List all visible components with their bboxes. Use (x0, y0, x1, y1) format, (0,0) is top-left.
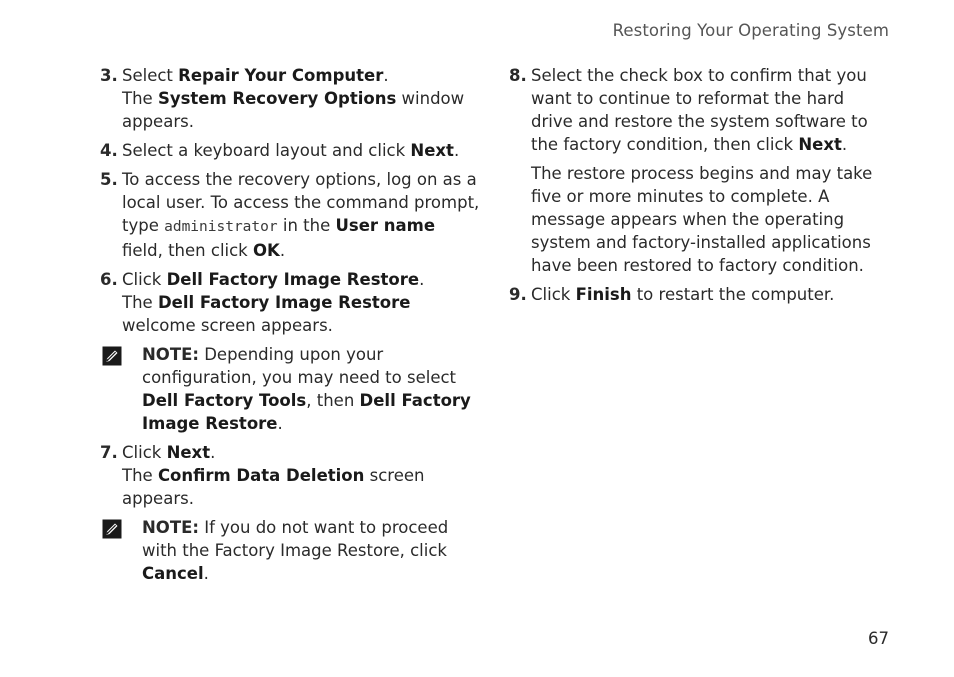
text: Click (122, 270, 167, 289)
ui-term: User name (335, 216, 436, 235)
text: . (210, 443, 216, 462)
text: Click (531, 285, 576, 304)
text: screen appears. (122, 466, 425, 508)
step-9 (509, 283, 889, 306)
text: Select a keyboard layout and click (122, 141, 411, 160)
text: to restart the computer. (631, 285, 835, 304)
step-followup-text: The restore process begins and may take five or more minutes to complete. A message appears when the operating system and factory-installed applications have been restored to factory condition. (531, 164, 873, 275)
ui-term: System Recovery Options (157, 89, 397, 108)
ui-term: Dell Factory Tools (142, 391, 307, 410)
text: . (203, 564, 209, 583)
step-text (122, 64, 480, 133)
ui-term: Repair Your Computer (178, 66, 384, 85)
text: . (841, 135, 848, 154)
text: , then (306, 391, 360, 410)
ui-term: Cancel (142, 564, 204, 583)
text: welcome screen appears. (122, 316, 333, 335)
text: The (122, 293, 158, 312)
text: . (277, 414, 283, 433)
ui-term: Finish (575, 285, 632, 304)
step-8 (509, 64, 889, 277)
note-label: NOTE: (142, 518, 199, 537)
step-number: 4. (100, 141, 118, 160)
ui-term: Next (410, 141, 454, 160)
ui-term: OK (253, 241, 280, 260)
text: field, then click (122, 241, 253, 260)
ui-term: Next (798, 135, 842, 154)
text: Select the check box to confirm that you want to continue to reformat the hard drive and restore the system software to the factory condition, then click (531, 66, 868, 154)
step-text (122, 441, 480, 510)
right-column (509, 64, 889, 312)
text: Select (122, 66, 179, 85)
page-number: 67 (868, 629, 889, 648)
text: in the (277, 216, 336, 235)
step-number: 7. (100, 443, 118, 462)
step-3 (100, 64, 480, 133)
step-number: 8. (509, 66, 527, 85)
note-pencil-icon (102, 346, 122, 366)
text: Depending upon your configuration, you may need to select (142, 345, 457, 387)
step-number: 9. (509, 285, 527, 304)
note-label: NOTE: (142, 345, 199, 364)
step-number: 5. (100, 170, 118, 189)
text: Click (122, 443, 167, 462)
text: The (122, 89, 158, 108)
running-header: Restoring Your Operating System (612, 21, 889, 40)
text: To access the recovery options, log on as a local user. To access the command prompt, type (122, 170, 480, 235)
step-text (122, 139, 480, 162)
step-text (122, 168, 480, 262)
step-text (531, 64, 889, 156)
step-5 (100, 168, 480, 262)
ui-term: Confirm Data Deletion (157, 466, 365, 485)
step-text (531, 283, 889, 306)
text: If you do not want to proceed with the Factory Image Restore, click (142, 518, 449, 560)
text: . (383, 66, 389, 85)
step-4 (100, 139, 480, 162)
command-text: administrator (164, 219, 278, 235)
note-pencil-icon (102, 519, 122, 539)
text: window appears. (122, 89, 465, 131)
ui-term: Dell Factory Image Restore (166, 270, 420, 289)
step-number: 6. (100, 270, 118, 289)
ui-term: Dell Factory Image Restore (142, 391, 471, 433)
step-text (122, 268, 480, 337)
ui-term: Dell Factory Image Restore (157, 293, 411, 312)
text: . (453, 141, 460, 160)
ui-term: Next (166, 443, 211, 462)
text: . (419, 270, 425, 289)
step-6 (100, 268, 480, 337)
note-1 (100, 343, 480, 435)
step-number: 3. (100, 66, 118, 85)
note-text (142, 343, 480, 435)
note-text (142, 516, 480, 585)
text: The (122, 466, 158, 485)
note-2 (100, 516, 480, 585)
step-7 (100, 441, 480, 510)
left-column (100, 64, 480, 591)
text: . (279, 241, 286, 260)
